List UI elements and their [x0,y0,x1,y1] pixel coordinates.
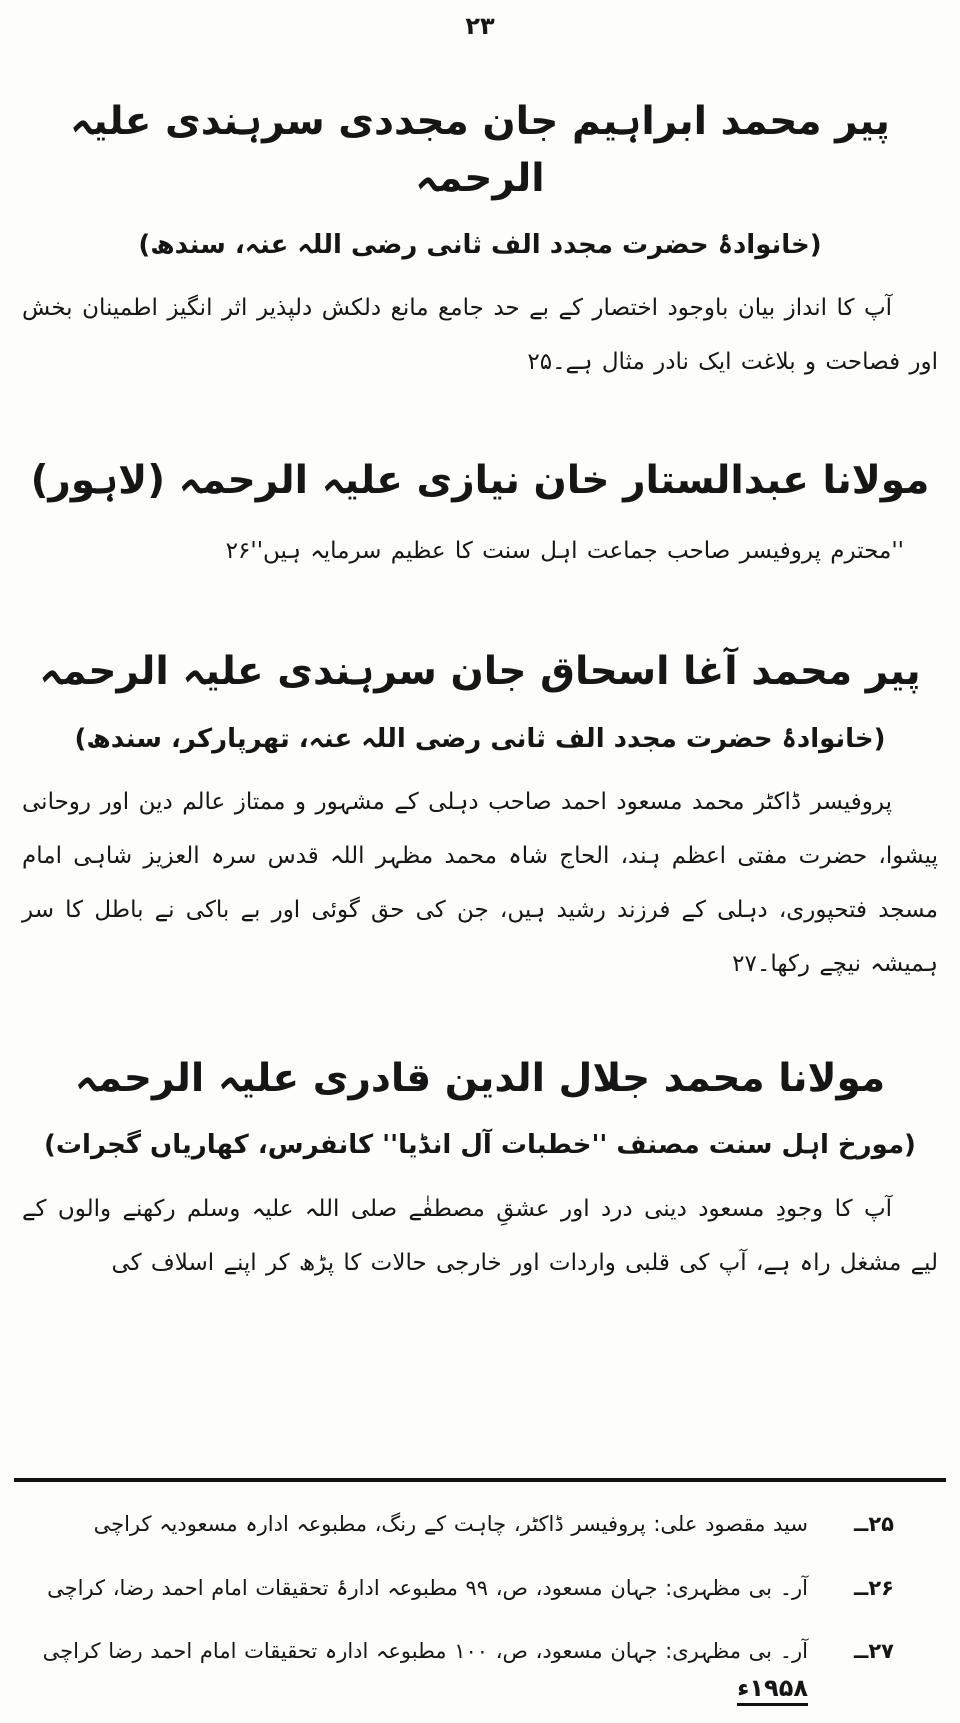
section-heading: پیر محمد ابراہیم جان مجددی سرہندی علیہ الرحمہ [70,99,890,201]
footnote-row [14,1635,894,1707]
section-heading: پیر محمد آغا اسحاق جان سرہندی علیہ الرحمہ [39,648,921,694]
footnote-text: آر۔ بی مظہری: جہان مسعود، ص، ۱۰۰ مطبوعہ ادارہ تحقیقات امام احمد رضا کراچی [42,1639,808,1664]
section-ibrahim-jan [22,94,938,389]
footnote-row [14,1508,894,1542]
section-jalaluddin-qadri [22,1051,938,1290]
section-subheading: (مورخ اہل سنت مصنف ''خطبات آل انڈیا'' کانفرس، کھاریاں گجرات) [44,1130,916,1161]
section-paragraph: آپ کا انداز بیان باوجود اختصار کے بے حد جامع مانع دلکش دلپذیر اثر انگیز اطمینان بخش اور فصاحت و بلاغت ایک نادر مثال ہے۔۲۵ [22,295,938,376]
footnote-row [14,1572,894,1606]
footnotes-list [14,1482,946,1707]
footnote-marker: ۲۷ــ [854,1639,894,1664]
section-paragraph: آپ کا وجودِ مسعود دینی درد اور عشقِ مصطفٰے صلی اللہ علیہ وسلم رکھنے والوں کے لیے مشغل راہ ہے، آپ کی قلبی واردات اور خارجی حالات کا پڑھ کر اپنے اسلاف کی [22,1195,938,1276]
section-niazi [22,453,938,578]
section-subheading: (خانوادۂ حضرت مجدد الف ثانی رضی اللہ عنہ، تھرپارکر، سندھ) [74,723,886,754]
section-paragraph: پروفیسر ڈاکٹر محمد مسعود احمد صاحب دہلی کے مشہور و ممتاز عالم دین اور روحانی پیشوا، حضرت مفتی اعظم ہند، الحاج شاہ محمد مظہر اللہ قدس سرہ العزیز شاہی امام مسجد فتحپوری، دہلی کے فرزند رشید ہیں، جن کی حق گوئی اور بے باکی نے باطل کا سر ہمیشہ نیچے رکھا۔۲۷ [22,788,938,977]
footnote-marker: ۲۶ــ [854,1575,894,1600]
section-heading: مولانا محمد جلال الدین قادری علیہ الرحمہ [74,1055,886,1101]
section-subheading: (خانوادۂ حضرت مجدد الف ثانی رضی اللہ عنہ، سندھ) [138,230,822,261]
footnote-year: ۱۹۵۸ء [737,1674,808,1706]
section-heading: مولانا عبدالستار خان نیازی علیہ الرحمہ (لاہور) [30,458,930,504]
footnote-text: آر۔ بی مظہری: جہان مسعود، ص، ۹۹ مطبوعہ ادارۂ تحقیقات امام احمد رضا، کراچی [47,1575,808,1600]
footnote-marker: ۲۵ــ [854,1512,894,1536]
footnote-text: سید مقصود علی: پروفیسر ڈاکٹر، چاہت کے رنگ، مطبوعہ ادارہ مسعودیہ کراچی [93,1512,808,1536]
page-number: ۲۳ [465,12,495,40]
footnote-text-wrap [14,1635,808,1707]
section-quote-paragraph: ''محترم پروفیسر صاحب جماعت اہل سنت کا عظیم سرمایہ ہیں''۲۶ [225,537,904,564]
section-ishaq-jan [22,644,938,991]
footnotes-area [14,1478,946,1707]
page-content [0,94,960,1290]
